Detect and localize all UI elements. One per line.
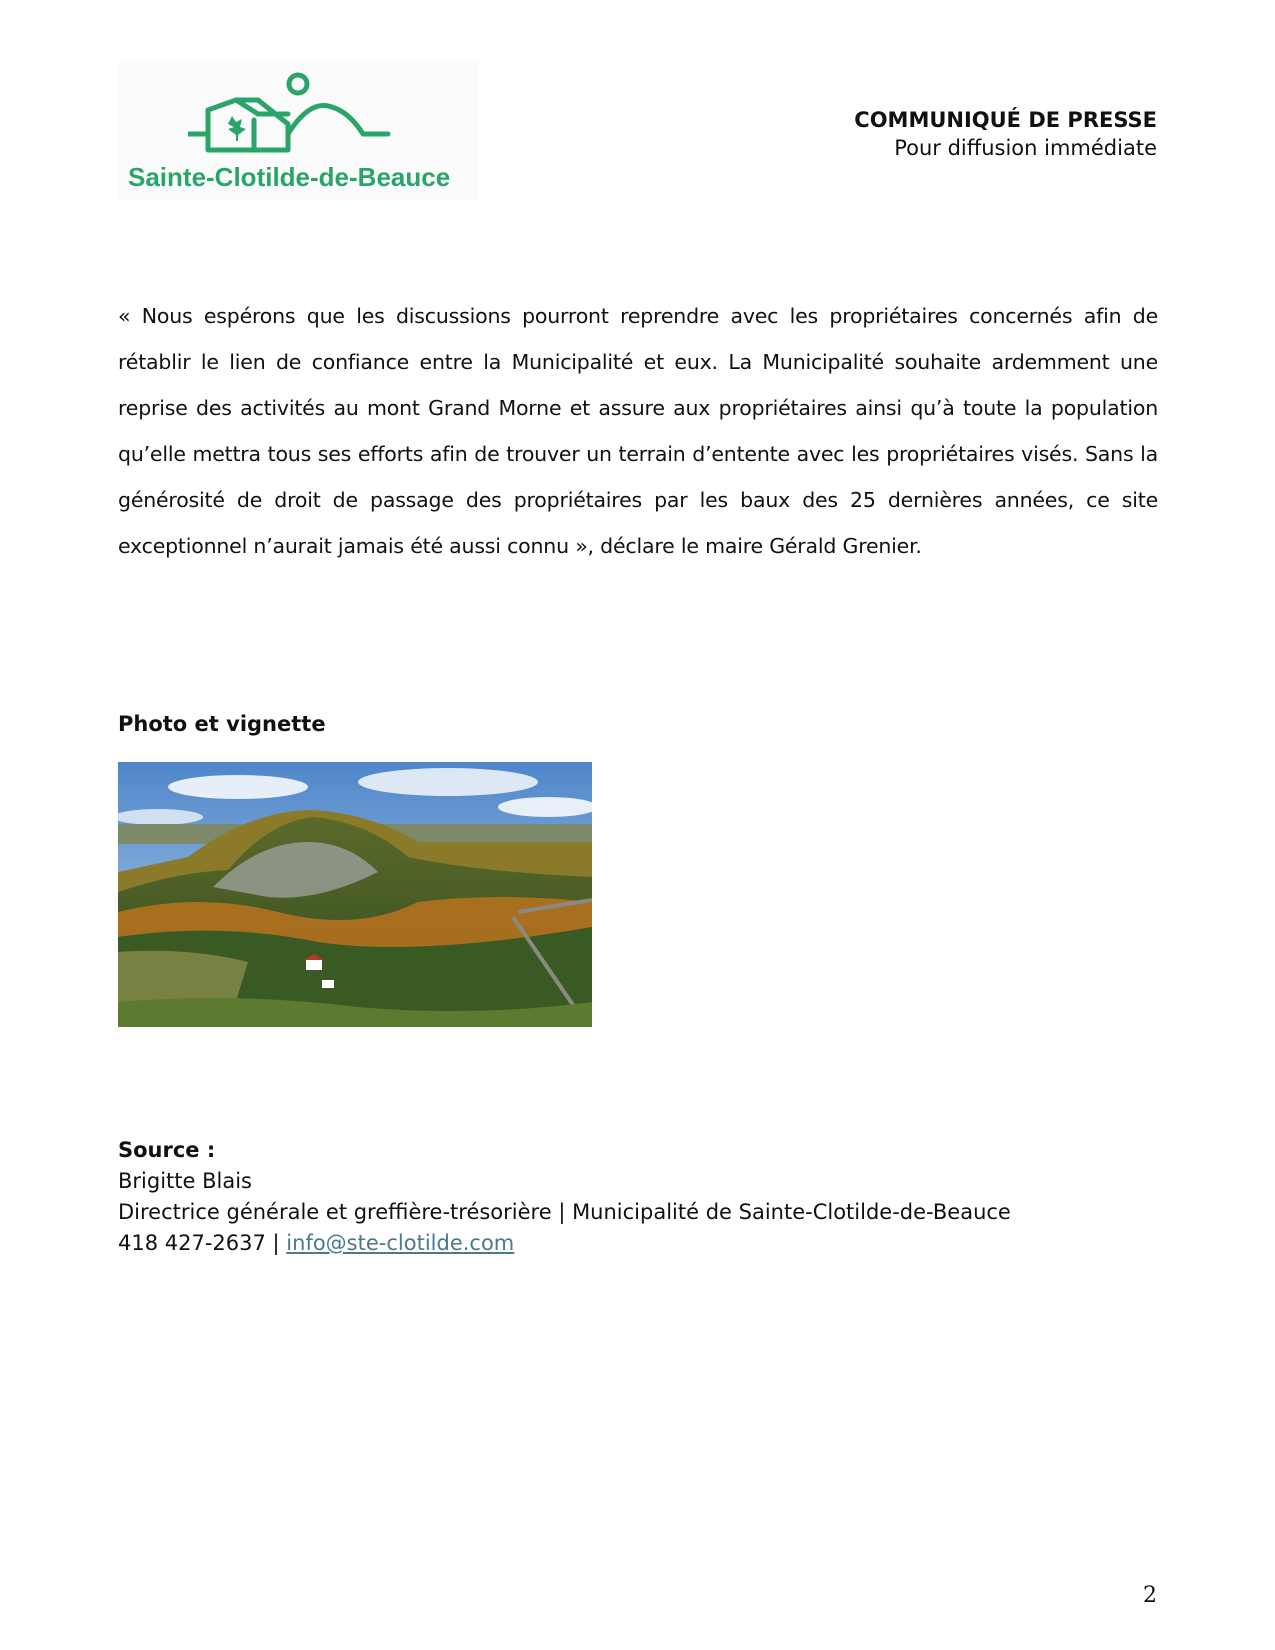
source-name: Brigitte Blais <box>118 1169 252 1193</box>
source-phone: 418 427-2637 | <box>118 1231 287 1255</box>
mont-grand-morne-photo <box>118 762 592 1027</box>
source-block <box>118 1135 1011 1259</box>
source-label: Source : <box>118 1138 216 1162</box>
house-maple-leaf-mountain-icon <box>188 72 428 162</box>
source-contact <box>118 1228 1011 1259</box>
page-number: 2 <box>1143 1583 1157 1608</box>
press-release-title: COMMUNIQUÉ DE PRESSE <box>854 108 1157 132</box>
photo-section-heading: Photo et vignette <box>118 712 326 736</box>
press-release-header <box>854 106 1157 162</box>
source-email-link[interactable]: info@ste-clotilde.com <box>286 1231 515 1255</box>
aerial-mountain-autumn-photo-icon <box>118 762 592 1027</box>
municipality-logo <box>118 62 478 200</box>
logo-wordmark: Sainte-Clotilde-de-Beauce <box>128 162 451 192</box>
mayor-quote-paragraph: « Nous espérons que les discussions pourront reprendre avec les propriétaires concernés afin de rétablir le lien de confiance entre la Municipalité et eux. La Municipalité souhaite ardemment une reprise des activités au mont Grand Morne et assure aux propriétaires ainsi qu’à toute la population qu’elle mettra tous ses efforts afin de trouver un terrain d’entente avec les propriétaires visés. Sans la générosité de droit de passage des propriétaires par les baux des 25 dernières années, ce site exceptionnel n’aurait jamais été aussi connu », déclare le maire Gérald Grenier. <box>118 304 1158 558</box>
source-title: Directrice générale et greffière-trésorière | Municipalité de Sainte-Clotilde-de-Beauce <box>118 1200 1011 1224</box>
press-release-subtitle: Pour diffusion immédiate <box>894 136 1157 160</box>
